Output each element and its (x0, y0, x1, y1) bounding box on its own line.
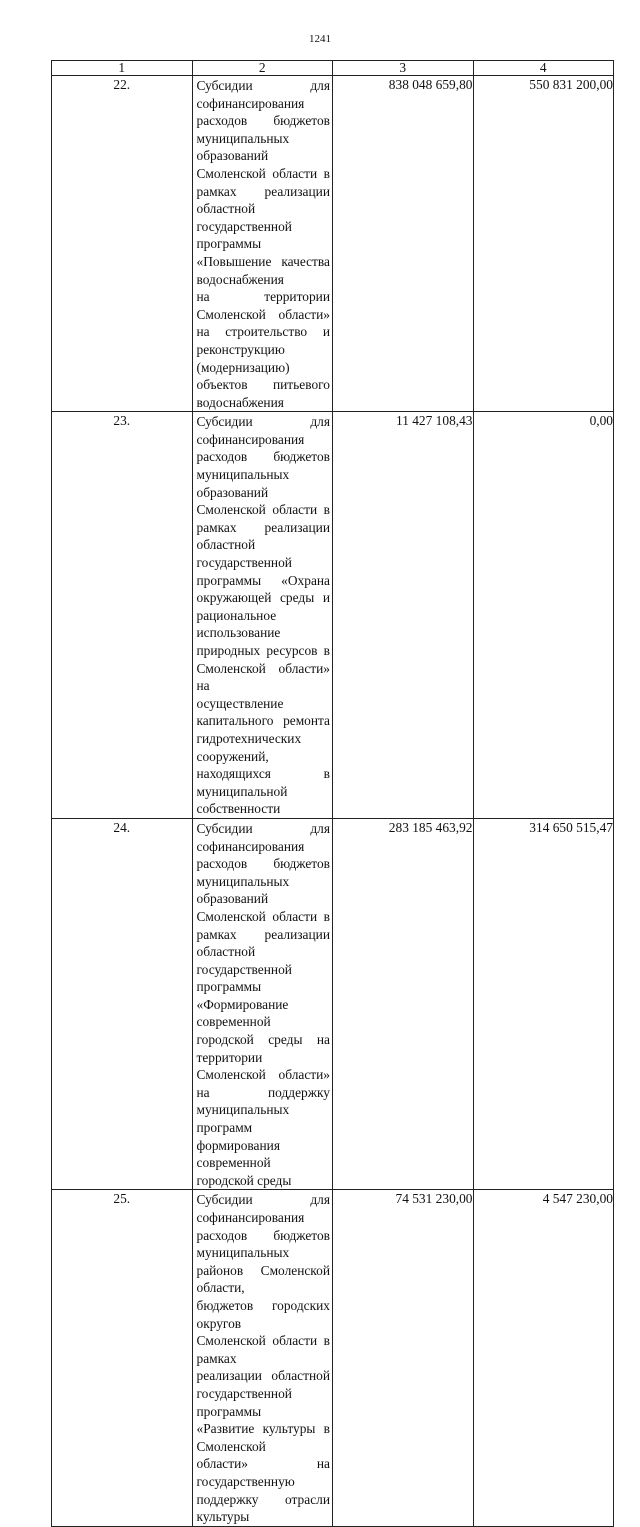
amount-col4: 0,00 (473, 412, 614, 819)
row-number: 23. (52, 412, 193, 819)
row-description (193, 76, 333, 411)
description-line: Смоленской области» на (196, 660, 330, 694)
amount-col4: 550 831 200,00 (473, 76, 614, 412)
description-line: рамках реализации областной (196, 519, 330, 553)
row-description (193, 1190, 333, 1525)
amount-col3: 283 185 463,92 (333, 818, 474, 1189)
amount-col4: 314 650 515,47 (473, 818, 614, 1189)
description-line: государственной программы (196, 218, 292, 252)
amount-col4: 4 547 230,00 (473, 1190, 614, 1526)
table-row (52, 818, 614, 1189)
description-line: водоснабжения (196, 394, 284, 410)
description-line: поддержку отрасли культуры (196, 1491, 330, 1525)
row-description-cell (192, 76, 333, 412)
description-line: Субсидии для софинансирования (196, 414, 330, 447)
header-cell-3: 3 (333, 61, 474, 76)
amount-col3: 11 427 108,43 (333, 412, 474, 819)
description-line: собственности (196, 801, 281, 817)
row-description-cell (192, 1190, 333, 1526)
description-line: формирования современной (196, 1137, 280, 1171)
row-description-cell (192, 818, 333, 1189)
description-line: (модернизацию) объектов питьевого (196, 359, 330, 393)
description-line: образований Смоленской области в (196, 891, 330, 924)
table-row (52, 76, 614, 412)
description-line: «Развитие культуры в Смоленской (196, 1421, 330, 1454)
description-line: бюджетов городских округов (196, 1297, 330, 1331)
description-line: Субсидии для софинансирования (196, 820, 330, 854)
description-line: Смоленской области в рамках (196, 1333, 330, 1366)
description-line: Субсидии для софинансирования (196, 1192, 330, 1225)
description-line: находящихся в муниципальной (196, 766, 330, 799)
description-line: «Формирование современной (196, 996, 289, 1030)
description-line: районов Смоленской области, (196, 1262, 330, 1296)
description-line: области» на государственную (196, 1456, 330, 1489)
description-line: государственной программы «Охрана (196, 555, 330, 588)
description-line: расходов бюджетов муниципальных (196, 113, 330, 146)
description-line: рамках реализации областной (196, 926, 330, 960)
description-line: муниципальных программ (196, 1102, 290, 1136)
description-line: городской среды на территории (196, 1032, 330, 1065)
row-number: 22. (52, 76, 193, 412)
budget-table (51, 60, 614, 1527)
description-line: государственной программы (196, 961, 292, 995)
row-description (193, 819, 333, 1189)
description-line: на строительство и реконструкцию (196, 324, 330, 357)
description-line: на территории Смоленской области» (196, 289, 330, 322)
description-line: осуществление капитального ремонта (196, 695, 330, 729)
description-line: Смоленской области» на поддержку (196, 1067, 330, 1100)
description-line: гидротехнических сооружений, (196, 730, 302, 764)
amount-col3: 838 048 659,80 (333, 76, 474, 412)
row-number: 24. (52, 818, 193, 1189)
description-line: образований Смоленской области в (196, 484, 330, 518)
table-row (52, 412, 614, 819)
page-number: 1241 (309, 33, 331, 45)
row-number: 25. (52, 1190, 193, 1526)
row-description-cell (192, 412, 333, 819)
description-line: реализации областной (196, 1368, 330, 1384)
header-cell-1: 1 (52, 61, 193, 76)
description-line: расходов бюджетов муниципальных (196, 856, 330, 889)
description-line: расходов бюджетов муниципальных (196, 449, 330, 483)
description-line: расходов бюджетов муниципальных (196, 1227, 330, 1261)
header-cell-2: 2 (192, 61, 333, 76)
description-line: Субсидии для софинансирования (196, 78, 330, 111)
table-header-row (52, 61, 614, 76)
header-cell-4: 4 (473, 61, 614, 76)
table-row (52, 1190, 614, 1526)
description-line: использование природных ресурсов в (196, 625, 330, 658)
description-line: образований Смоленской области в (196, 148, 330, 181)
description-line: городской среды (196, 1172, 292, 1188)
description-line: «Повышение качества водоснабжения (196, 253, 330, 287)
description-line: государственной программы (196, 1385, 292, 1419)
description-line: окружающей среды и рациональное (196, 590, 330, 623)
amount-col3: 74 531 230,00 (333, 1190, 474, 1526)
row-description (193, 412, 333, 818)
description-line: рамках реализации областной (196, 183, 330, 217)
